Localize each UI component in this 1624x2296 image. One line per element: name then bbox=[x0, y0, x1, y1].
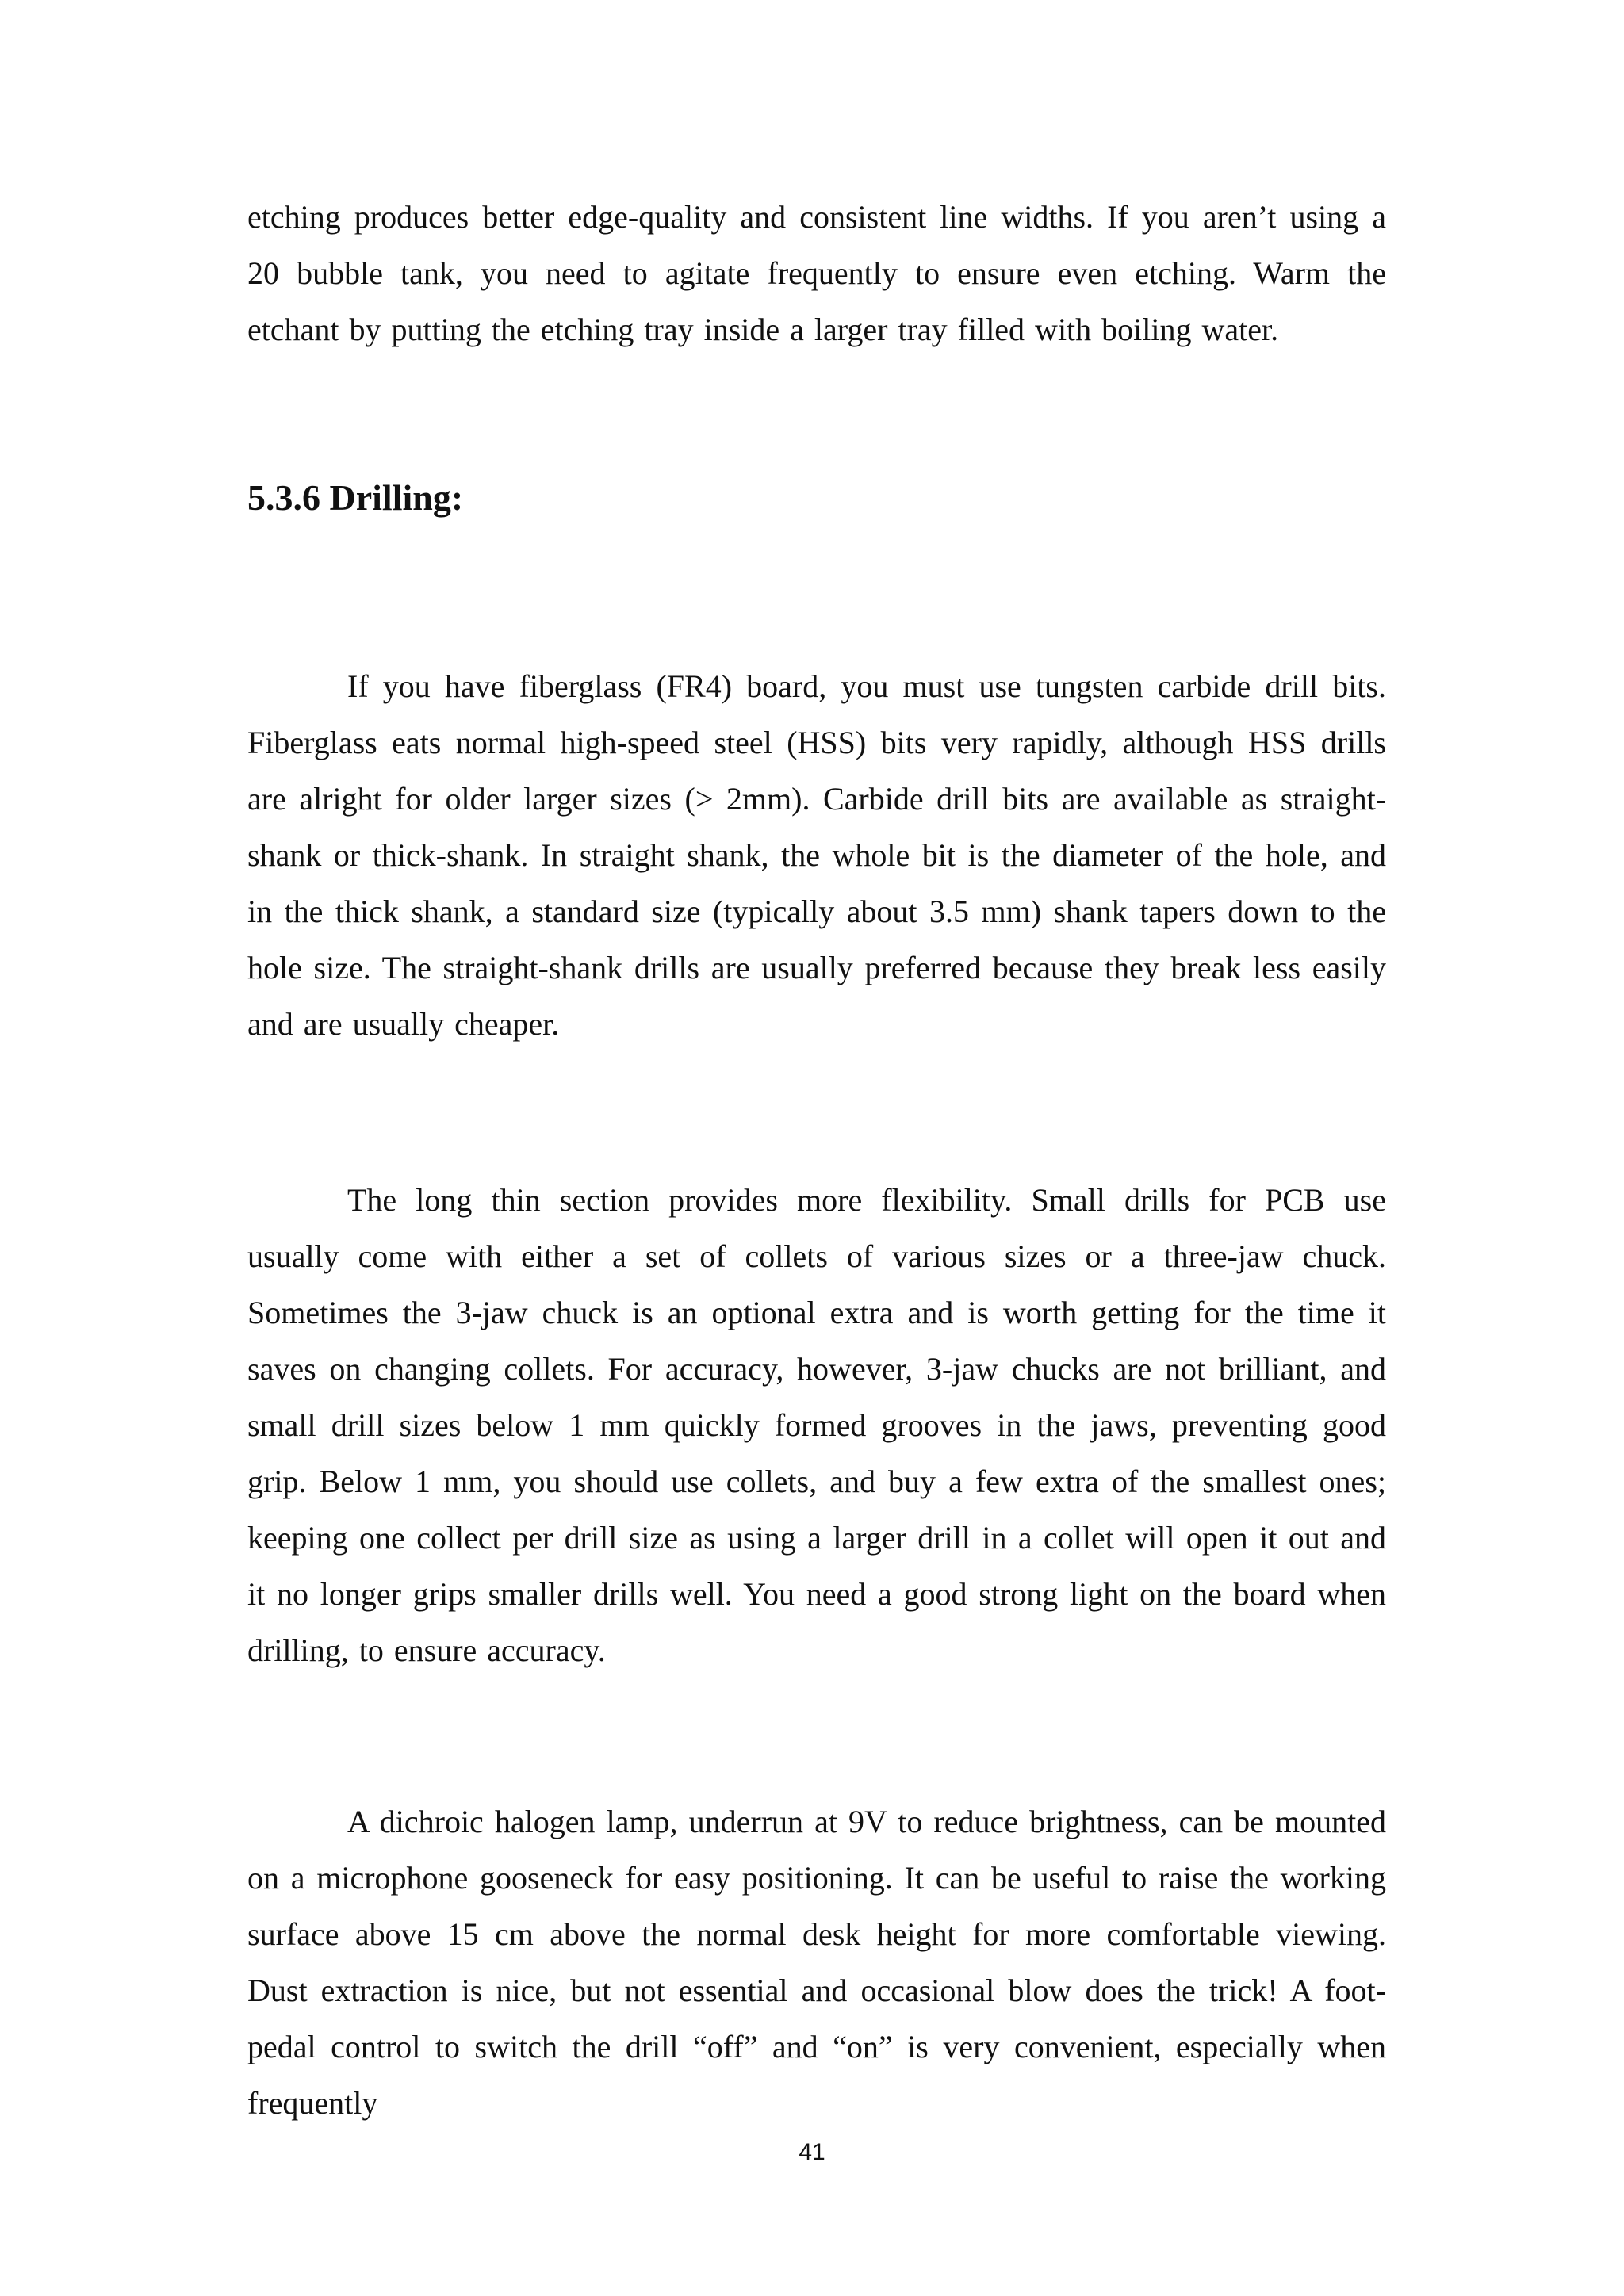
paragraph-collets: The long thin section provides more flexibility. Small drills for PCB use usually come with either a set of collets of various sizes or a three-jaw chuck. Sometimes the 3-jaw chuck is an optional extra and is worth getting for the time it saves on changing collets. For accuracy, however, 3-jaw chucks are not brilliant, and small drill sizes below 1 mm quickly formed grooves in the jaws, preventing good grip. Below 1 mm, you should use collets, and buy a few extra of the smallest ones; keeping one collect per drill size as using a larger drill in a collet will open it out and it no longer grips smaller drills well. You need a good strong light on the board when drilling, to ensure accuracy. bbox=[247, 1182, 1386, 1668]
paragraph-drill-bits: If you have fiberglass (FR4) board, you must use tungsten carbide drill bits. Fiberglass eats normal high-speed steel (HSS) bits very rapidly, although HSS drills are alright for older larger sizes (> 2mm). Carbide drill bits are available as straight-shank or thick-shank. In straight shank, the whole bit is the diameter of the hole, and in the thick shank, a standard size (typically about 3.5 mm) shank tapers down to the hole size. The straight-shank drills are usually preferred because they break less easily and are usually cheaper. bbox=[247, 668, 1386, 1042]
paragraph-etching-continued: etching produces better edge-quality and consistent line widths. If you aren’t using a 20 bubble tank, you need to agitate frequently to ensure even etching. Warm the etchant by putting the etching tray inside a larger tray filled with boiling water. bbox=[247, 199, 1386, 347]
section-heading: 5.3.6 Drilling: bbox=[247, 477, 464, 518]
page-number: 41 bbox=[799, 2139, 825, 2165]
paragraph-lamp: A dichroic halogen lamp, underrun at 9V to reduce brightness, can be mounted on a microphone gooseneck for easy positioning. It can be useful to raise the working surface above 15 cm above the normal desk height for more comfortable viewing. Dust extraction is nice, but not essential and occasional blow does the trick! A foot-pedal control to switch the drill “off” and “on” is very convenient, especially when frequently bbox=[247, 1804, 1386, 2121]
